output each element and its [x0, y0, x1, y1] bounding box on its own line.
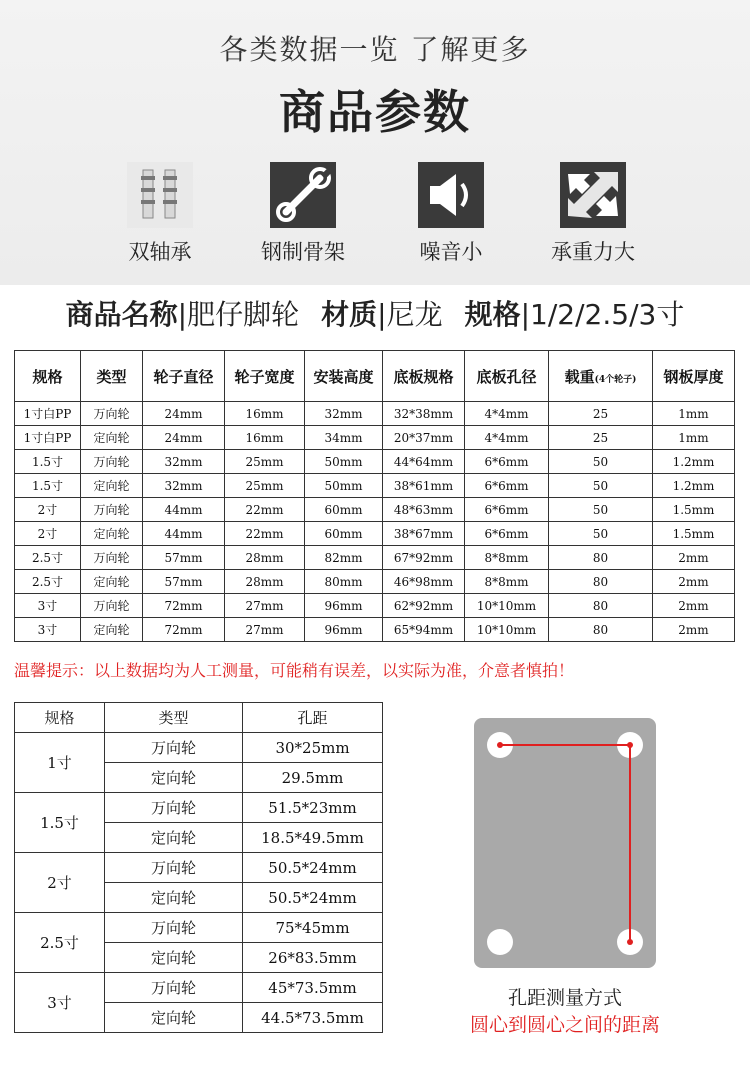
- load-header: 载重: [564, 367, 595, 386]
- table-cell: 25mm: [225, 450, 305, 474]
- table-cell: 10*10mm: [465, 618, 549, 642]
- table-cell: 20*37mm: [383, 426, 465, 450]
- table-cell: 96mm: [305, 618, 383, 642]
- table-cell: 67*92mm: [383, 546, 465, 570]
- table-cell: 80: [549, 618, 653, 642]
- table-cell: 72mm: [143, 594, 225, 618]
- table-cell: 3寸: [15, 594, 81, 618]
- table-cell: 8*8mm: [465, 546, 549, 570]
- table-cell: 万向轮: [81, 450, 143, 474]
- diagram-note: 圆心到圆心之间的距离: [469, 1014, 660, 1036]
- table-cell: 万向轮: [105, 973, 243, 1003]
- table-cell: 2寸: [15, 498, 81, 522]
- size-cell: 2寸: [15, 853, 105, 913]
- column-header: 轮子直径: [143, 351, 225, 402]
- table-cell: 34mm: [305, 426, 383, 450]
- warning-note: 温馨提示：以上数据均为人工测量，可能稍有误差，以实际为准，介意者慎拍！: [14, 661, 575, 680]
- table-cell: 50: [549, 522, 653, 546]
- table-cell: 万向轮: [81, 594, 143, 618]
- table-cell: 72mm: [143, 618, 225, 642]
- column-header: 规格: [15, 703, 105, 733]
- table-cell: 32mm: [305, 402, 383, 426]
- column-header: 底板规格: [383, 351, 465, 402]
- table-cell: 6*6mm: [465, 474, 549, 498]
- table-cell: 65*94mm: [383, 618, 465, 642]
- table-cell: 定向轮: [81, 618, 143, 642]
- table-row: [15, 973, 383, 1003]
- table-row: [15, 474, 735, 498]
- table-cell: 80: [549, 546, 653, 570]
- hole-distance-table: [14, 702, 383, 1033]
- hole-header-row: [15, 703, 383, 733]
- center-dot: [627, 742, 633, 748]
- column-header: 规格: [15, 351, 81, 402]
- table-cell: 8*8mm: [465, 570, 549, 594]
- table-cell: 定向轮: [105, 1003, 243, 1033]
- size-cell: 1.5寸: [15, 793, 105, 853]
- table-cell: 25: [549, 426, 653, 450]
- table-cell: 27mm: [225, 618, 305, 642]
- column-header: 安装高度: [305, 351, 383, 402]
- feature-list: [0, 162, 750, 272]
- material-label: 材质: [321, 298, 378, 331]
- table-cell: 22mm: [225, 498, 305, 522]
- table-cell: 38*61mm: [383, 474, 465, 498]
- product-info-line: [0, 293, 750, 333]
- feature-label: 钢制骨架: [261, 240, 345, 264]
- table-cell: 万向轮: [81, 402, 143, 426]
- table-cell: 定向轮: [81, 522, 143, 546]
- table-cell: 50mm: [305, 450, 383, 474]
- table-row: [15, 402, 735, 426]
- column-header: [549, 351, 653, 402]
- size-cell: 1寸: [15, 733, 105, 793]
- table-cell: 1.5mm: [653, 498, 735, 522]
- table-cell: 51.5*23mm: [243, 793, 383, 823]
- speaker-icon: [418, 162, 484, 228]
- arrows-icon: [560, 162, 626, 228]
- table-cell: 万向轮: [105, 733, 243, 763]
- table-cell: 定向轮: [105, 883, 243, 913]
- table-cell: 32mm: [143, 450, 225, 474]
- column-header: 钢板厚度: [653, 351, 735, 402]
- feature-label: 双轴承: [128, 240, 192, 264]
- center-dot: [627, 939, 633, 945]
- column-header: 底板孔径: [465, 351, 549, 402]
- table-cell: 2.5寸: [15, 570, 81, 594]
- table-cell: 1寸白PP: [15, 426, 81, 450]
- table-cell: 2mm: [653, 618, 735, 642]
- spec-value: 1/2/2.5/3寸: [530, 298, 685, 331]
- table-cell: 27mm: [225, 594, 305, 618]
- table-cell: 6*6mm: [465, 522, 549, 546]
- size-cell: 2.5寸: [15, 913, 105, 973]
- table-cell: 2.5寸: [15, 546, 81, 570]
- table-cell: 3寸: [15, 618, 81, 642]
- table-cell: 2mm: [653, 546, 735, 570]
- table-cell: 80mm: [305, 570, 383, 594]
- table-cell: 50mm: [305, 474, 383, 498]
- table-cell: 1mm: [653, 426, 735, 450]
- hole-bottom-left: [487, 929, 513, 955]
- table-row: [15, 793, 383, 823]
- table-cell: 万向轮: [105, 913, 243, 943]
- table-cell: 10*10mm: [465, 594, 549, 618]
- column-header: 类型: [105, 703, 243, 733]
- table-cell: 万向轮: [81, 498, 143, 522]
- table-cell: 定向轮: [105, 823, 243, 853]
- table-cell: 25: [549, 402, 653, 426]
- table-cell: 4*4mm: [465, 402, 549, 426]
- table-cell: 38*67mm: [383, 522, 465, 546]
- table-cell: 定向轮: [105, 763, 243, 793]
- feature-steel-frame: [238, 162, 368, 266]
- table-cell: 16mm: [225, 426, 305, 450]
- center-dot: [497, 742, 503, 748]
- measure-line-vertical: [629, 744, 631, 942]
- table-cell: 1.2mm: [653, 474, 735, 498]
- feature-bearing: [95, 162, 225, 266]
- table-cell: 30*25mm: [243, 733, 383, 763]
- wrench-icon: [270, 162, 336, 228]
- table-cell: 定向轮: [81, 426, 143, 450]
- table-row: [15, 733, 383, 763]
- mounting-plate-diagram: [474, 718, 656, 968]
- feature-low-noise: [386, 162, 516, 266]
- table-row: [15, 450, 735, 474]
- separator: |: [377, 298, 387, 331]
- spec-header-row: [15, 351, 735, 402]
- table-row: [15, 618, 735, 642]
- bearing-icon: [127, 162, 193, 228]
- hole-table-body: [15, 733, 383, 1033]
- spec-table: [14, 350, 735, 642]
- table-cell: 32mm: [143, 474, 225, 498]
- table-row: [15, 498, 735, 522]
- table-row: [15, 853, 383, 883]
- table-cell: 1.5寸: [15, 474, 81, 498]
- size-cell: 3寸: [15, 973, 105, 1033]
- table-cell: 定向轮: [81, 570, 143, 594]
- feature-label: 承重力大: [551, 240, 635, 264]
- table-cell: 2mm: [653, 570, 735, 594]
- table-cell: 44mm: [143, 498, 225, 522]
- table-cell: 50.5*24mm: [243, 883, 383, 913]
- table-cell: 22mm: [225, 522, 305, 546]
- table-cell: 80: [549, 570, 653, 594]
- page-subtitle: 各类数据一览 了解更多: [219, 33, 531, 66]
- table-cell: 50: [549, 498, 653, 522]
- product-name-label: 商品名称: [65, 298, 178, 331]
- table-cell: 57mm: [143, 570, 225, 594]
- table-cell: 60mm: [305, 498, 383, 522]
- table-cell: 96mm: [305, 594, 383, 618]
- table-cell: 24mm: [143, 402, 225, 426]
- table-cell: 28mm: [225, 546, 305, 570]
- table-row: [15, 522, 735, 546]
- table-cell: 28mm: [225, 570, 305, 594]
- load-header-note: (4个轮子): [594, 374, 637, 385]
- table-cell: 18.5*49.5mm: [243, 823, 383, 853]
- separator: |: [177, 298, 188, 331]
- table-cell: 46*98mm: [383, 570, 465, 594]
- diagram-caption: 孔距测量方式: [507, 987, 622, 1009]
- table-cell: 50: [549, 450, 653, 474]
- table-row: [15, 570, 735, 594]
- page-title: 商品参数: [279, 85, 471, 139]
- table-cell: 44mm: [143, 522, 225, 546]
- table-cell: 48*63mm: [383, 498, 465, 522]
- table-cell: 万向轮: [81, 546, 143, 570]
- header-section: [0, 0, 750, 285]
- table-cell: 50: [549, 474, 653, 498]
- table-cell: 定向轮: [81, 474, 143, 498]
- column-header: 轮子宽度: [225, 351, 305, 402]
- table-cell: 2mm: [653, 594, 735, 618]
- material-value: 尼龙: [386, 298, 443, 331]
- table-cell: 16mm: [225, 402, 305, 426]
- table-cell: 6*6mm: [465, 450, 549, 474]
- table-cell: 1.5mm: [653, 522, 735, 546]
- table-cell: 1.5寸: [15, 450, 81, 474]
- table-cell: 50.5*24mm: [243, 853, 383, 883]
- table-cell: 万向轮: [105, 793, 243, 823]
- table-cell: 80: [549, 594, 653, 618]
- table-cell: 1寸白PP: [15, 402, 81, 426]
- separator: |: [520, 298, 531, 331]
- table-cell: 57mm: [143, 546, 225, 570]
- spec-label: 规格: [464, 298, 521, 331]
- table-cell: 75*45mm: [243, 913, 383, 943]
- table-cell: 4*4mm: [465, 426, 549, 450]
- table-cell: 32*38mm: [383, 402, 465, 426]
- table-cell: 6*6mm: [465, 498, 549, 522]
- table-row: [15, 426, 735, 450]
- table-cell: 29.5mm: [243, 763, 383, 793]
- table-cell: 60mm: [305, 522, 383, 546]
- feature-heavy-load: [528, 162, 658, 266]
- table-cell: 定向轮: [105, 943, 243, 973]
- product-name-value: 肥仔脚轮: [187, 298, 300, 331]
- table-cell: 1.2mm: [653, 450, 735, 474]
- table-cell: 62*92mm: [383, 594, 465, 618]
- table-row: [15, 913, 383, 943]
- column-header: 孔距: [243, 703, 383, 733]
- table-cell: 2寸: [15, 522, 81, 546]
- table-cell: 24mm: [143, 426, 225, 450]
- table-cell: 万向轮: [105, 853, 243, 883]
- table-cell: 25mm: [225, 474, 305, 498]
- table-cell: 44.5*73.5mm: [243, 1003, 383, 1033]
- feature-label: 噪音小: [419, 240, 483, 264]
- table-cell: 44*64mm: [383, 450, 465, 474]
- column-header: 类型: [81, 351, 143, 402]
- table-row: [15, 546, 735, 570]
- table-cell: 1mm: [653, 402, 735, 426]
- table-cell: 26*83.5mm: [243, 943, 383, 973]
- table-cell: 82mm: [305, 546, 383, 570]
- table-row: [15, 594, 735, 618]
- spec-table-body: [15, 402, 735, 642]
- measure-line-horizontal: [500, 744, 630, 746]
- table-cell: 45*73.5mm: [243, 973, 383, 1003]
